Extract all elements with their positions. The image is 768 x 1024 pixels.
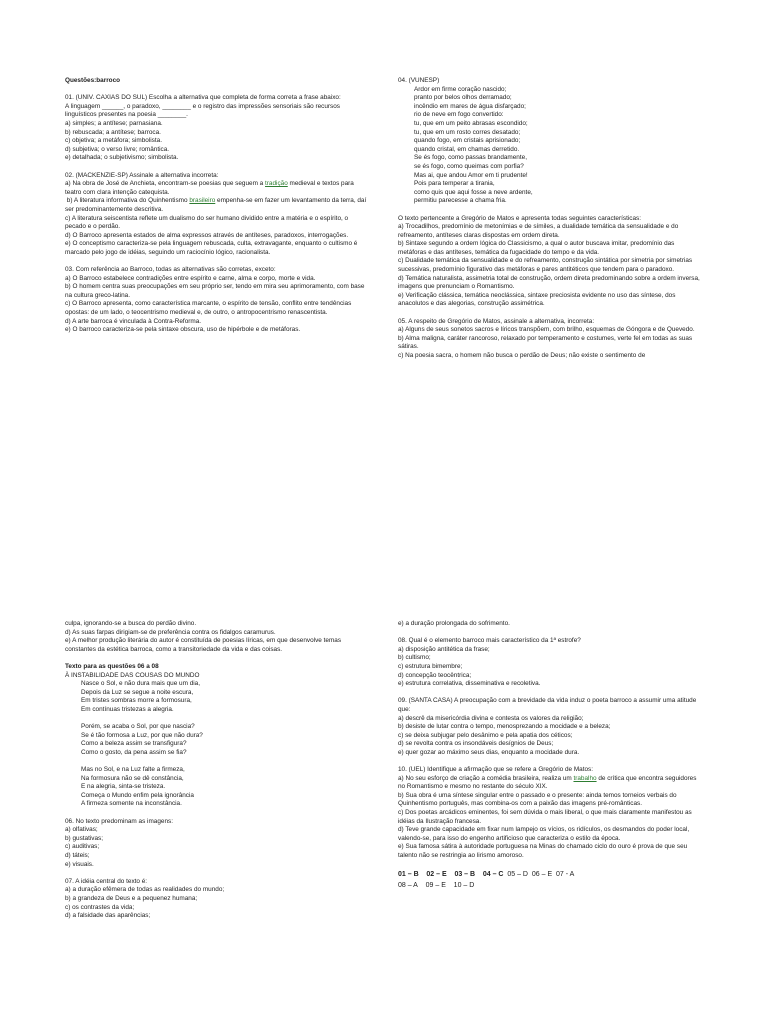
- poem-line: quando cristal, em chamas derretido.: [414, 145, 520, 153]
- question-03: [65, 266, 370, 335]
- poem-line: Depois da Luz se segue a noite escura,: [81, 688, 194, 696]
- q08-heading: 08. Qual é o elemento barroco mais característico da 1ª estrofe?: [398, 637, 581, 645]
- q01-line: 01. (UNIV. CAXIAS DO SUL) Escolha a alternativa que completa de forma correta a frase abaixo:: [65, 94, 341, 102]
- poem-line: Porém, se acaba o Sol, por que nascia?: [81, 723, 195, 731]
- document-title: Questões:barroco: [65, 77, 121, 84]
- poem-line: tu, que em um rosto corres desatado;: [414, 128, 521, 136]
- text-heading: Texto para as questões 06 a 08: [65, 662, 159, 670]
- q08-option: c) estrutura bimembre;: [398, 662, 463, 670]
- q03-option: e) O barroco caracteriza-se pela sintaxe obscura, uso de hipérbole e de metáforas.: [65, 326, 301, 334]
- poem-line: permitiu parecesse a chama fria.: [414, 197, 507, 205]
- q04-option: a) Trocadilhos, predomínio de metonímias e de símiles, a dualidade temática da sensualidade e do refreamento, antíteses claras dispostas em ordem direta.: [398, 223, 681, 239]
- q02-option: e) O conceptismo caracteriza-se pela linguagem rebuscada, culta, extravagante, enquanto o cultismo é marcado pelo jogo de idéias, seguindo um raciocínio lógico, racionalista.: [65, 240, 360, 256]
- answer-08: 08 – A: [398, 882, 418, 890]
- q05-option: a) Alguns de seus sonetos sacros e líricos transpõem, com brilho, esquemas de Góngora e de Quevedo.: [398, 326, 695, 334]
- q08-option: e) estrutura correlativa, disseminativa e recoletiva.: [398, 680, 541, 688]
- answer-02: 02 – E: [426, 871, 447, 879]
- poem-line: Em tristes sombras morre a formosura,: [81, 697, 192, 705]
- q05-option: b) Alma maligna, caráter rancoroso, relaxado por temperamento e costumes, verte fel em todas as suas sátiras.: [398, 334, 694, 351]
- poem-line: Na formosura não se dê constância,: [81, 774, 184, 782]
- q04-option: d) Temática naturalista, assimetria total de construção, ordem direta predominando sobre a ordem inversa, imagens que prenunciam o Romantismo.: [398, 274, 702, 291]
- q05-continuation: culpa, ignorando-se a busca do perdão divino.: [65, 620, 197, 627]
- q02-option-b: b) A literatura informativa do Quinhentismo brasileiro empenha-se em fazer um levantamento da terra, daí ser predominantemente descritiva.: [65, 197, 369, 213]
- q08-option: a) disposição antitética da frase;: [398, 645, 490, 653]
- question-07: [65, 878, 370, 921]
- q04-option: e) Verificação clássica, temática neoclássica, sintaxe preciosista evidente no uso das síntese, dos anacolutos e das alegorias, construção assimétrica.: [398, 291, 678, 308]
- q07-option: a) a duração efêmera de todas as realidades do mundo;: [65, 886, 225, 894]
- q03-option: c) O Barroco apresenta, como característica marcante, o espírito de tensão, conflito entre tendências opostas: de um lado, o teocentrismo medieval e, de outro, o antropocentrismo renascentista.: [65, 300, 354, 317]
- q10-option: e) Sua famosa sátira à autoridade portuguesa na Minas do chamado ciclo do ouro é prova de que seu talento não se restringia ao lirismo amoroso.: [398, 843, 689, 860]
- poem-line: Ardor em firme coração nascido;: [414, 85, 507, 93]
- answer-key-row-2: [398, 880, 703, 891]
- answer-04: 04 – C: [482, 871, 504, 879]
- q09-option: c) se deixa subjugar pelo desânimo e pela apatia dos céticos;: [398, 731, 573, 739]
- q02-option: d) O Barroco apresenta estados de alma expressos através de antíteses, paradoxos, interrogações.: [65, 231, 349, 239]
- link-tradicao[interactable]: tradição: [265, 180, 288, 188]
- q10-heading: 10. (UEL) Identifique a afirmação que se refere a Gregório de Matos:: [398, 766, 594, 774]
- question-08: [398, 637, 703, 689]
- q04-prompt: O texto pertencente a Gregório de Matos e apresenta todas seguintes características:: [398, 214, 641, 222]
- q04-poem: [398, 86, 703, 206]
- poem-line: pranto por belos olhos derramado;: [414, 94, 512, 102]
- poem-title: À INSTABILIDADE DAS COUSAS DO MUNDO: [65, 671, 200, 679]
- q05-heading: 05. A respeito de Gregório de Matos, assinale a alternativa, incorreta:: [398, 317, 595, 325]
- q03-option: d) A arte barroca é vinculada à Contra-Reforma.: [65, 317, 202, 325]
- q09-option: a) descrê da misericórdia divina e contesta os valores da religião;: [398, 714, 584, 722]
- q10-option: b) Sua obra é uma síntese singular entre o passado e o presente: ainda temos torneios verbais do Quinhentismo português, mas combina-os com a paixão das imagens pré-românticas.: [398, 791, 679, 808]
- right-column-top: [398, 77, 703, 361]
- question-01: [65, 94, 370, 163]
- answer-09: 09 – E: [425, 882, 446, 890]
- poem-line: Se és fogo, como passas brandamente,: [414, 154, 527, 162]
- answer-07: 07 - A: [556, 871, 575, 879]
- q03-option: a) O Barroco estabelece contradições entre espírito e carne, alma e corpo, morte e vida.: [65, 274, 316, 282]
- q02-option-a: a) Na obra de José de Anchieta, encontram-se poesias que seguem a tradição medieval e textos para teatro com clara intenção catequista.: [65, 180, 356, 196]
- question-10: [398, 766, 703, 861]
- q04-option: c) Dualidade temática da sensualidade e do refreamento, construção sintática por simetria por simetrias sucessivas, predomínio figurativo das metáforas e pares antitéticos que tendem para o paradoxo.: [398, 257, 694, 274]
- question-04: [398, 77, 703, 309]
- q07-option: b) a grandeza de Deus e a pequenez humana;: [65, 895, 198, 902]
- q09-heading: 09. (SANTA CASA) A preocupação com a brevidade da vida induz o poeta barroco a assumir uma atitude que:: [398, 697, 699, 713]
- poem-line: Mas ai, que andou Amor em ti prudente!: [414, 171, 528, 179]
- q03-heading: 03. Com referência ao Barroco, todas as alternativas são corretas, exceto:: [65, 266, 276, 274]
- q06-option: c) auditivas;: [65, 843, 100, 851]
- q08-option: b) cultismo;: [398, 654, 431, 662]
- left-column-bottom: [65, 620, 370, 921]
- poem-line: quando fogo, em cristais aprisionado;: [414, 137, 521, 145]
- q01-option: d) subjetiva; o verso livre; romântica.: [65, 145, 170, 153]
- link-trabalho[interactable]: trabalho: [573, 774, 597, 782]
- poem-line: Nasce o Sol, e não dura mais que um dia,: [81, 680, 201, 688]
- poem-line: Se é tão formosa a Luz, por que não dura?: [81, 731, 203, 739]
- sonnet: [65, 680, 370, 809]
- q10-option-a: a) No seu esforço de criação a comédia brasileira, realiza um trabalho de crítica que encontra seguidores no Romantismo e mesmo no restante do século XIX.: [398, 774, 699, 791]
- link-brasileiro[interactable]: brasileiro: [189, 197, 216, 205]
- q04-heading: 04. (VUNESP): [398, 77, 440, 84]
- poem-line: Como a beleza assim se transfigura?: [81, 740, 187, 748]
- q01-option: e) detalhada; o subjetivismo; simbolista.: [65, 154, 179, 162]
- answer-01: 01 – B: [398, 871, 419, 879]
- q01-option: b) rebuscada; a antítese; barroca.: [65, 128, 161, 136]
- poem-line: E na alegria, sinta-se tristeza.: [81, 783, 166, 791]
- q09-option: d) se revolta contra os insondáveis desígnios de Deus;: [398, 740, 554, 748]
- q05-option: e) A melhor produção literária do autor é constituída de poesias líricas, em que desenvolve temas constantes da estética barroca, como a transitoriedade da vida e das coisas.: [65, 637, 343, 653]
- answer-key-row-1: [398, 869, 703, 880]
- answer-10: 10 – D: [453, 882, 475, 890]
- poem-line: tu, que em um peito abrasas escondido;: [414, 119, 528, 127]
- right-column-bottom: [398, 620, 703, 891]
- poem-line: Como o gosto, da pena assim se fia?: [81, 748, 187, 756]
- q07-option: e) a duração prolongada do sofrimento.: [398, 620, 510, 627]
- q06-heading: 06. No texto predominam as imagens:: [65, 817, 173, 825]
- poem-line: Pois para temperar a tirania,: [414, 180, 495, 188]
- answer-06: 06 – E: [531, 871, 553, 879]
- q10-option: d) Teve grande capacidade em fixar num lampejo os vícios, os ridículos, os desmandos do poder local, valendo-se, para isso do engenho artificioso que caracteriza o estilo da época.: [398, 826, 691, 842]
- q01-option: c) objetiva; a metáfora; simbolista.: [65, 137, 162, 145]
- q06-option: a) olfativas;: [65, 826, 98, 834]
- q06-option: b) gustativas;: [65, 834, 104, 842]
- poem-line: rio de neve em fogo convertido:: [414, 111, 504, 119]
- q09-option: e) quer gozar ao máximo seus dias, enquanto a mocidade dura.: [398, 748, 580, 756]
- q06-option: e) visuais.: [65, 860, 94, 868]
- q06-option: d) táteis;: [65, 852, 90, 860]
- answer-05: 05 – D: [507, 871, 528, 879]
- q08-option: d) concepção teocêntrica;: [398, 671, 472, 679]
- poem-line: A firmeza somente na inconstância.: [81, 800, 182, 808]
- q03-option: b) O homem centra suas preocupações em seu próprio ser, tendo em mira seu aprimoramento, com base na cultura greco-latina.: [65, 283, 367, 299]
- q07-heading: 07. A idéia central do texto é:: [65, 877, 148, 885]
- poem-line: como quis que aqui fosse a neve ardente,: [414, 188, 533, 196]
- q01-option: a) simples; a antítese; parnasiana.: [65, 119, 163, 127]
- q05-option: c) Na poesia sacra, o homem não busca o perdão de Deus; não existe o sentimento de: [398, 352, 646, 359]
- answer-key: [398, 869, 703, 891]
- answer-03: 03 – B: [454, 871, 476, 879]
- q02-heading: 02. (MACKENZIE-SP) Assinale a alternativa incorreta:: [65, 171, 219, 179]
- q09-option: b) desiste de lutar contra o tempo, menosprezando a mocidade e a beleza;: [398, 723, 611, 731]
- q07-option: c) os contrastes da vida;: [65, 903, 135, 911]
- poem-line: Começa o Mundo enfim pela ignorância: [81, 791, 194, 799]
- poem-line: se és fogo, como queimas com porfia?: [414, 162, 524, 170]
- q01-line: A linguagem ______, o paradoxo, ________ e o registro das impressões sensoriais são recursos linguísticos presentes na poesia ________.: [65, 102, 342, 119]
- question-06: [65, 818, 370, 870]
- poem-line: Mas no Sol, e na Luz falte a firmeza,: [81, 766, 185, 774]
- left-column-top: [65, 77, 370, 335]
- q05-option: d) As suas farpas dirigiam-se de preferência contra os fidalgos caramurus.: [65, 628, 276, 636]
- poem-line: incêndio em mares de água disfarçado;: [414, 102, 526, 110]
- poem-line: Em contínuas tristezas a alegria.: [81, 705, 174, 713]
- question-02: [65, 172, 370, 258]
- question-05: [398, 318, 703, 361]
- q07-option: d) a falsidade das aparências;: [65, 912, 151, 920]
- q02-option: c) A literatura seiscentista reflete um dualismo do ser humano dividido entre a matéria e o espírito, o pecado e o perdão.: [65, 214, 350, 231]
- q04-option: b) Sintaxe segundo a ordem lógica do Classicismo, a qual o autor buscava imitar, predomínio das metáforas e das antíteses, temática da fugacidade do tempo e da vida.: [398, 240, 677, 256]
- question-09: [398, 697, 703, 757]
- q10-option: c) Dos poetas arcádicos eminentes, foi sem dúvida o mais liberal, o que mais claramente manifestou as idéias da Ilustração francesa.: [398, 809, 694, 825]
